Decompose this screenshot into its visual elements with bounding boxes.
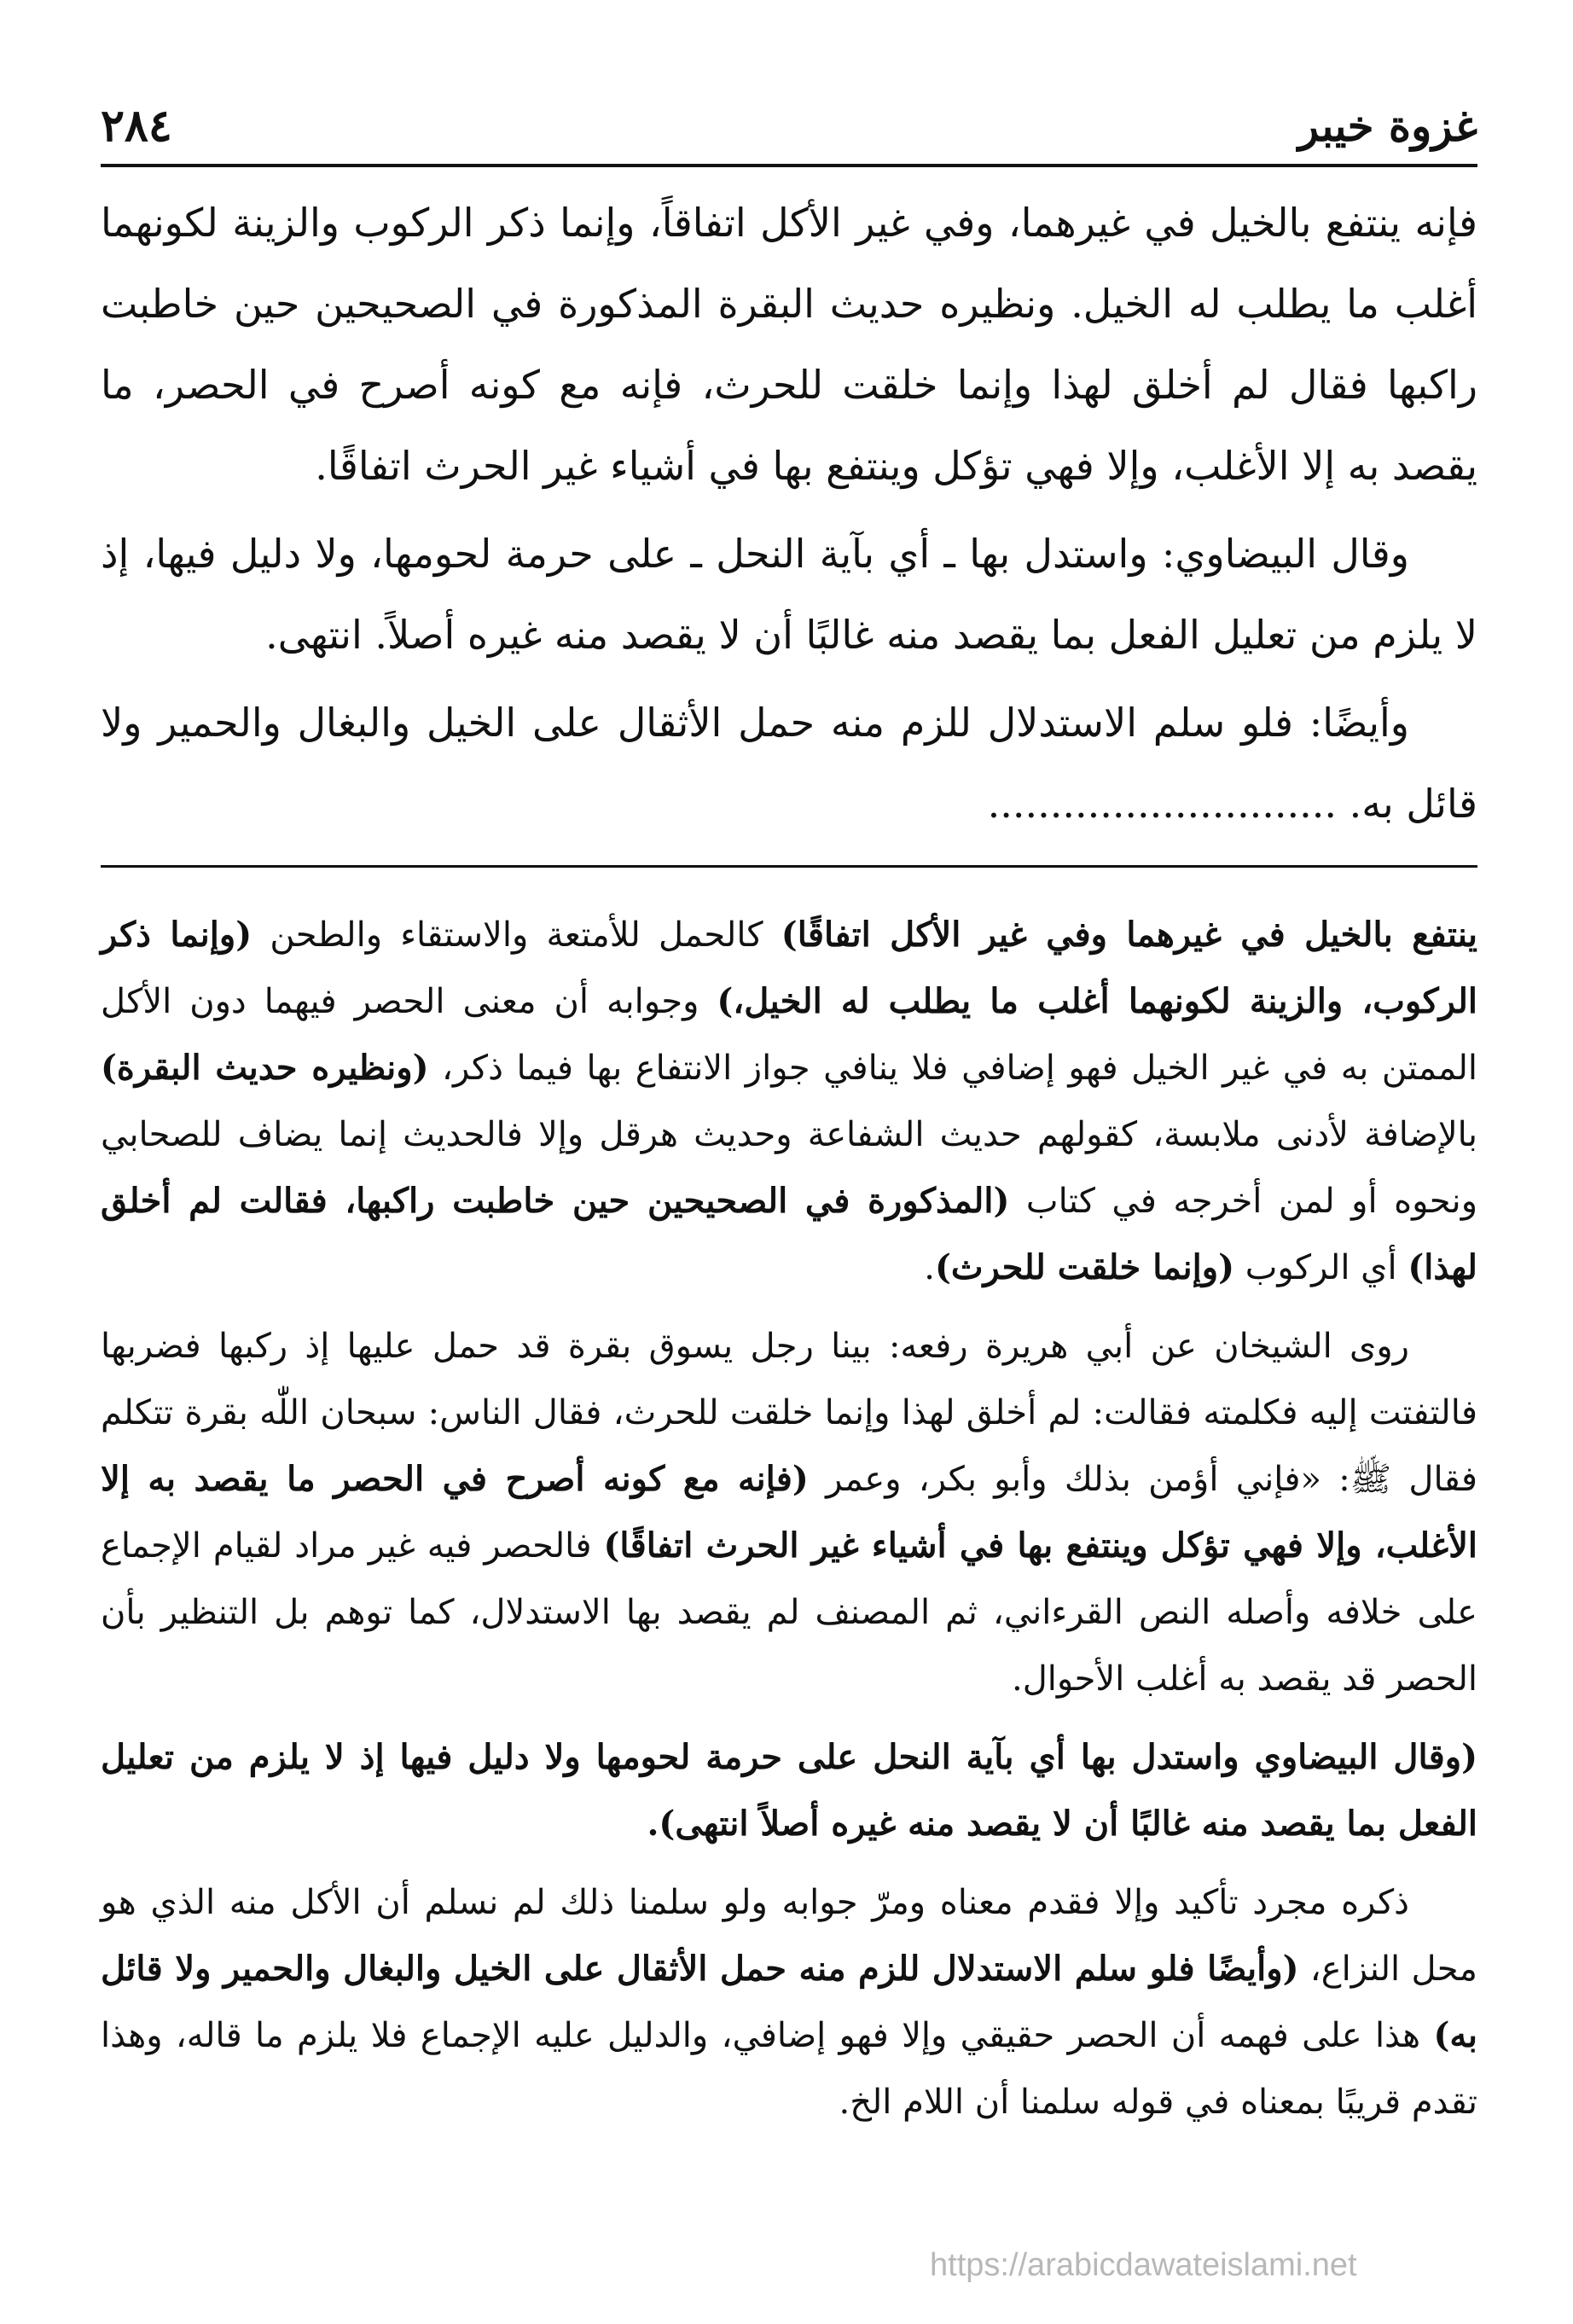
book-page <box>101 92 1477 2276</box>
commentary-segment: هذا على فهمه أن الحصر حقيقي وإلا فهو إضافي، والدليل عليه الإجماع فلا يلزم ما قاله، وهذا تقدم قريبًا بمعناه في قوله سلمنا أن اللام الخ. <box>101 2016 1477 2122</box>
watermark-url: https://arabicdawateislami.net <box>930 2247 1357 2283</box>
page-number: ٢٨٤ <box>101 100 172 152</box>
commentary-paragraph-1 <box>101 902 1477 1301</box>
commentary-segment: روى الشيخان عن أبي هريرة رفعه: بينا رجل يسوق بقرة قد حمل عليها إذ ركبها فضربها فالتفتت إليه فكلمته فقالت: لم أخلق لهذا وإنما خلقت للحرث، فقال الناس: سبحان اللّٰه بقرة تتكلم فقال ﷺ: «فإني أؤمن بذلك وأبو بكر، وعمر <box>101 1327 1477 1499</box>
ellipsis-dots: ............................ <box>987 781 1338 827</box>
main-paragraph-3-text: وأيضًا: فلو سلم الاستدلال للزم منه حمل الأثقال على الخيل والبغال والحمير ولا قائل به. <box>101 700 1477 827</box>
quoted-main-text: (فإنه مع كونه أصرح في الحصر ما يقصد به إلا الأغلب، وإلا فهي تؤكل وينتفع بها في أشياء غير الحرث اتفاقًا) <box>101 1459 1477 1566</box>
main-text <box>101 183 1477 845</box>
main-paragraph-2: وقال البيضاوي: واستدل بها ـ أي بآية النحل ـ على حرمة لحومها، ولا دليل فيها، إذ لا يلزم من تعليل الفعل بما يقصد منه غالبًا أن لا يقصد منه غيره أصلاً. انتهى. <box>101 531 1477 658</box>
main-paragraph-1: فإنه ينتفع بالخيل في غيرهما، وفي غير الأكل اتفاقاً، وإنما ذكر الركوب والزينة لكونهما أغلب ما يطلب له الخيل. ونظيره حديث البقرة المذكورة في الصحيحين حين خاطبت راكبها فقال لم أخلق لهذا وإنما خلقت للحرث، فإنه مع كونه أصرح في الحصر، ما يقصد به إلا الأغلب، وإلا فهي تؤكل وينتفع بها في أشياء غير الحرث اتفاقًا. <box>101 200 1477 489</box>
quoted-main-text: ينتفع بالخيل في غيرهما وفي غير الأكل اتفاقًا) <box>781 915 1478 955</box>
quoted-main-text: (ونظيره حديث البقرة) <box>101 1048 429 1088</box>
main-paragraph-3 <box>101 683 1477 845</box>
running-header <box>101 92 1477 152</box>
section-divider <box>101 865 1477 868</box>
commentary-segment: وجوابه أن معنى الحصر فيهما دون الأكل الممتن به في غير الخيل فهو إضافي فلا ينافي جواز الانتفاع بها فيما ذكر، <box>101 982 1477 1088</box>
header-rule <box>101 164 1477 167</box>
commentary-paragraph-2 <box>101 1313 1477 1712</box>
commentary-paragraph-4 <box>101 1869 1477 2135</box>
commentary-segment: فالحصر فيه غير مراد لقيام الإجماع على خلافه وأصله النص القرءاني، ثم المصنف لم يقصد بها الاستدلال، كما توهم بل التنظير بأن الحصر قد يقصد به أغلب الأحوال. <box>101 1526 1477 1699</box>
quoted-main-text: (وأيضًا فلو سلم الاستدلال للزم منه حمل الأثقال على الخيل والبغال والحمير ولا قائل به) <box>101 1949 1477 2055</box>
commentary-segment: بالإضافة لأدنى ملابسة، كقولهم حديث الشفاعة وحديث هرقل وإلا فالحديث إنما يضاف للصحابي ونحوه أو لمن أخرجه في كتاب <box>101 1115 1478 1221</box>
commentary-segment: كالحمل للأمتعة والاستقاء والطحن <box>252 915 781 955</box>
commentary-segment: . <box>924 1248 935 1287</box>
commentary-segment: ذكره مجرد تأكيد وإلا فقدم معناه ومرّ جوابه ولو سلمنا ذلك لم نسلم أن الأكل منه الذي هو محل النزاع، <box>101 1883 1477 1989</box>
quoted-main-text: (وإنما خلقت للحرث) <box>934 1247 1235 1287</box>
quoted-main-text: (المذكورة في الصحيحين حين خاطبت راكبها، فقالت لم أخلق لهذا) <box>101 1181 1477 1287</box>
quoted-main-text: (وإنما ذكر الركوب، والزينة لكونهما أغلب ما يطلب له الخيل،) <box>101 915 1477 1021</box>
commentary-segment: أي الركوب <box>1234 1248 1408 1287</box>
commentary-paragraph-3 <box>101 1724 1477 1857</box>
commentary-text <box>101 902 1477 2135</box>
quoted-main-text: (وقال البيضاوي واستدل بها أي بآية النحل على حرمة لحومها ولا دليل فيها إذ لا يلزم من تعليل الفعل بما يقصد منه غالبًا أن لا يقصد منه غيره أصلاً انتهى). <box>101 1737 1477 1844</box>
chapter-title: غزوة خيبر <box>1297 101 1477 151</box>
